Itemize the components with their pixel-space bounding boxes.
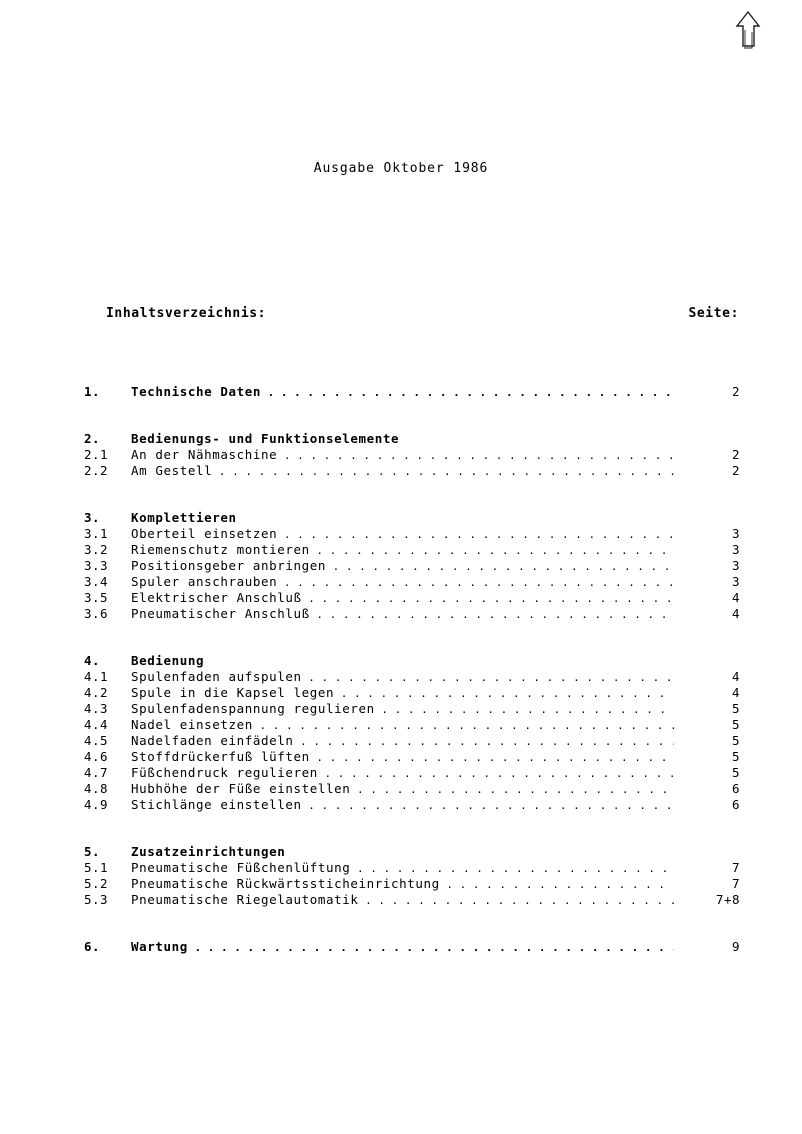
entry-title	[131, 892, 674, 909]
toc-entry[interactable]	[84, 606, 740, 622]
toc-section	[84, 431, 740, 479]
entry-title	[131, 860, 674, 877]
entry-page: 4	[731, 669, 740, 684]
entry-title	[131, 717, 674, 734]
entry-title	[131, 765, 674, 782]
entry-number: 3.4	[84, 574, 109, 589]
toc-entry[interactable]	[84, 701, 740, 717]
entry-number: 3.5	[84, 590, 109, 605]
entry-title-text: Füßchendruck regulieren	[131, 765, 318, 780]
toc-entry[interactable]	[84, 574, 740, 590]
entry-title	[131, 685, 674, 702]
entry-page: 3	[731, 558, 740, 573]
entry-page: 5	[731, 765, 740, 780]
toc-section-heading[interactable]	[84, 510, 740, 526]
entry-title-text: Spule in die Kapsel legen	[131, 685, 335, 700]
section-number: 4.	[84, 653, 101, 668]
toc-entry[interactable]	[84, 669, 740, 685]
entry-page: 5	[731, 717, 740, 732]
entry-title-text: Nadel einsetzen	[131, 717, 253, 732]
section-title: Komplettieren	[131, 510, 237, 525]
entry-number: 2.1	[84, 447, 109, 462]
entry-page: 4	[731, 685, 740, 700]
entry-number: 3.2	[84, 542, 109, 557]
entry-number: 3.6	[84, 606, 109, 621]
entry-title	[131, 797, 674, 814]
entry-number: 4.4	[84, 717, 109, 732]
entry-page: 5	[731, 701, 740, 716]
section-page: 2	[731, 384, 740, 399]
entry-number: 4.6	[84, 749, 109, 764]
toc-section	[84, 384, 740, 400]
entry-title	[131, 463, 674, 480]
entry-title	[131, 558, 674, 575]
entry-title-text: Spulenfaden aufspulen	[131, 669, 302, 684]
entry-number: 4.9	[84, 797, 109, 812]
toc-entry[interactable]	[84, 590, 740, 606]
section-number: 2.	[84, 431, 101, 446]
up-arrow-icon[interactable]	[734, 10, 762, 50]
toc-section	[84, 510, 740, 622]
entry-title	[131, 733, 674, 750]
toc-section	[84, 939, 740, 955]
entry-title	[131, 701, 674, 718]
entry-title-text: An der Nähmaschine	[131, 447, 278, 462]
section-title-text: Technische Daten	[131, 384, 262, 399]
entry-page: 2	[731, 463, 740, 478]
entry-page: 2	[731, 447, 740, 462]
entry-number: 3.3	[84, 558, 109, 573]
entry-page: 3	[731, 542, 740, 557]
section-title	[131, 939, 674, 956]
entry-title	[131, 749, 674, 766]
entry-page: 7+8	[715, 892, 740, 907]
entry-title	[131, 526, 674, 543]
toc-section	[84, 653, 740, 813]
entry-title-text: Hubhöhe der Füße einstellen	[131, 781, 351, 796]
entry-number: 4.7	[84, 765, 109, 780]
toc-section	[84, 844, 740, 908]
section-number: 3.	[84, 510, 101, 525]
entry-page: 7	[731, 876, 740, 891]
entry-number: 3.1	[84, 526, 109, 541]
entry-title-text: Stichlänge einstellen	[131, 797, 302, 812]
entry-number: 5.3	[84, 892, 109, 907]
toc-title: Inhaltsverzeichnis:	[106, 306, 267, 321]
entry-title	[131, 606, 674, 623]
entry-title-text: Spuler anschrauben	[131, 574, 278, 589]
entry-title	[131, 542, 674, 559]
entry-title-text: Nadelfaden einfädeln	[131, 733, 294, 748]
entry-title-text: Pneumatische Füßchenlüftung	[131, 860, 351, 875]
entry-page: 5	[731, 733, 740, 748]
entry-page: 5	[731, 749, 740, 764]
edition-date: Ausgabe Oktober 1986	[313, 161, 489, 176]
section-number: 6.	[84, 939, 101, 954]
entry-title-text: Spulenfadenspannung regulieren	[131, 701, 375, 716]
entry-title	[131, 781, 674, 798]
entry-page: 7	[731, 860, 740, 875]
entry-number: 4.8	[84, 781, 109, 796]
toc-entry[interactable]	[84, 892, 740, 908]
toc-section-heading[interactable]	[84, 653, 740, 669]
section-number: 1.	[84, 384, 101, 399]
entry-title-text: Positionsgeber anbringen	[131, 558, 327, 573]
entry-number: 4.5	[84, 733, 109, 748]
entry-title-text: Am Gestell	[131, 463, 213, 478]
entry-page: 3	[731, 526, 740, 541]
entry-page: 6	[731, 781, 740, 796]
toc-entry[interactable]	[84, 781, 740, 797]
entry-title-text: Pneumatische Riegelautomatik	[131, 892, 359, 907]
toc-entry[interactable]	[84, 860, 740, 876]
entry-number: 5.1	[84, 860, 109, 875]
section-title: Zusatzeinrichtungen	[131, 844, 286, 859]
toc-section-heading[interactable]	[84, 384, 740, 400]
toc-entry[interactable]	[84, 733, 740, 749]
entry-number: 2.2	[84, 463, 109, 478]
toc-entry[interactable]	[84, 876, 740, 892]
toc-section-heading[interactable]	[84, 844, 740, 860]
entry-title	[131, 876, 674, 893]
toc-entry[interactable]	[84, 447, 740, 463]
entry-title-text: Pneumatischer Anschluß	[131, 606, 310, 621]
toc-entry[interactable]	[84, 749, 740, 765]
entry-number: 4.2	[84, 685, 109, 700]
section-title: Bedienungs- und Funktionselemente	[131, 431, 400, 446]
entry-number: 4.3	[84, 701, 109, 716]
entry-page: 4	[731, 590, 740, 605]
section-number: 5.	[84, 844, 101, 859]
entry-page: 6	[731, 797, 740, 812]
toc-entry[interactable]	[84, 463, 740, 479]
section-title-text: Wartung	[131, 939, 188, 954]
entry-title-text: Pneumatische Rückwärtssticheinrichtung	[131, 876, 440, 891]
toc-entry[interactable]	[84, 717, 740, 733]
toc-entry[interactable]	[84, 526, 740, 542]
entry-number: 4.1	[84, 669, 109, 684]
entry-title-text: Elektrischer Anschluß	[131, 590, 302, 605]
toc-entry[interactable]	[84, 765, 740, 781]
entry-title	[131, 590, 674, 607]
toc-entry[interactable]	[84, 797, 740, 813]
entry-page: 3	[731, 574, 740, 589]
table-of-contents	[84, 384, 740, 986]
page-column-label: Seite:	[688, 306, 739, 321]
toc-entry[interactable]	[84, 542, 740, 558]
entry-page: 4	[731, 606, 740, 621]
entry-number: 5.2	[84, 876, 109, 891]
toc-entry[interactable]	[84, 685, 740, 701]
entry-title-text: Riemenschutz montieren	[131, 542, 310, 557]
entry-title-text: Oberteil einsetzen	[131, 526, 278, 541]
entry-title-text: Stoffdrückerfuß lüften	[131, 749, 310, 764]
section-title	[131, 384, 674, 401]
toc-entry[interactable]	[84, 558, 740, 574]
entry-title	[131, 447, 674, 464]
toc-section-heading[interactable]	[84, 939, 740, 955]
section-page: 9	[731, 939, 740, 954]
entry-title	[131, 574, 674, 591]
toc-section-heading[interactable]	[84, 431, 740, 447]
entry-title	[131, 669, 674, 686]
section-title: Bedienung	[131, 653, 205, 668]
